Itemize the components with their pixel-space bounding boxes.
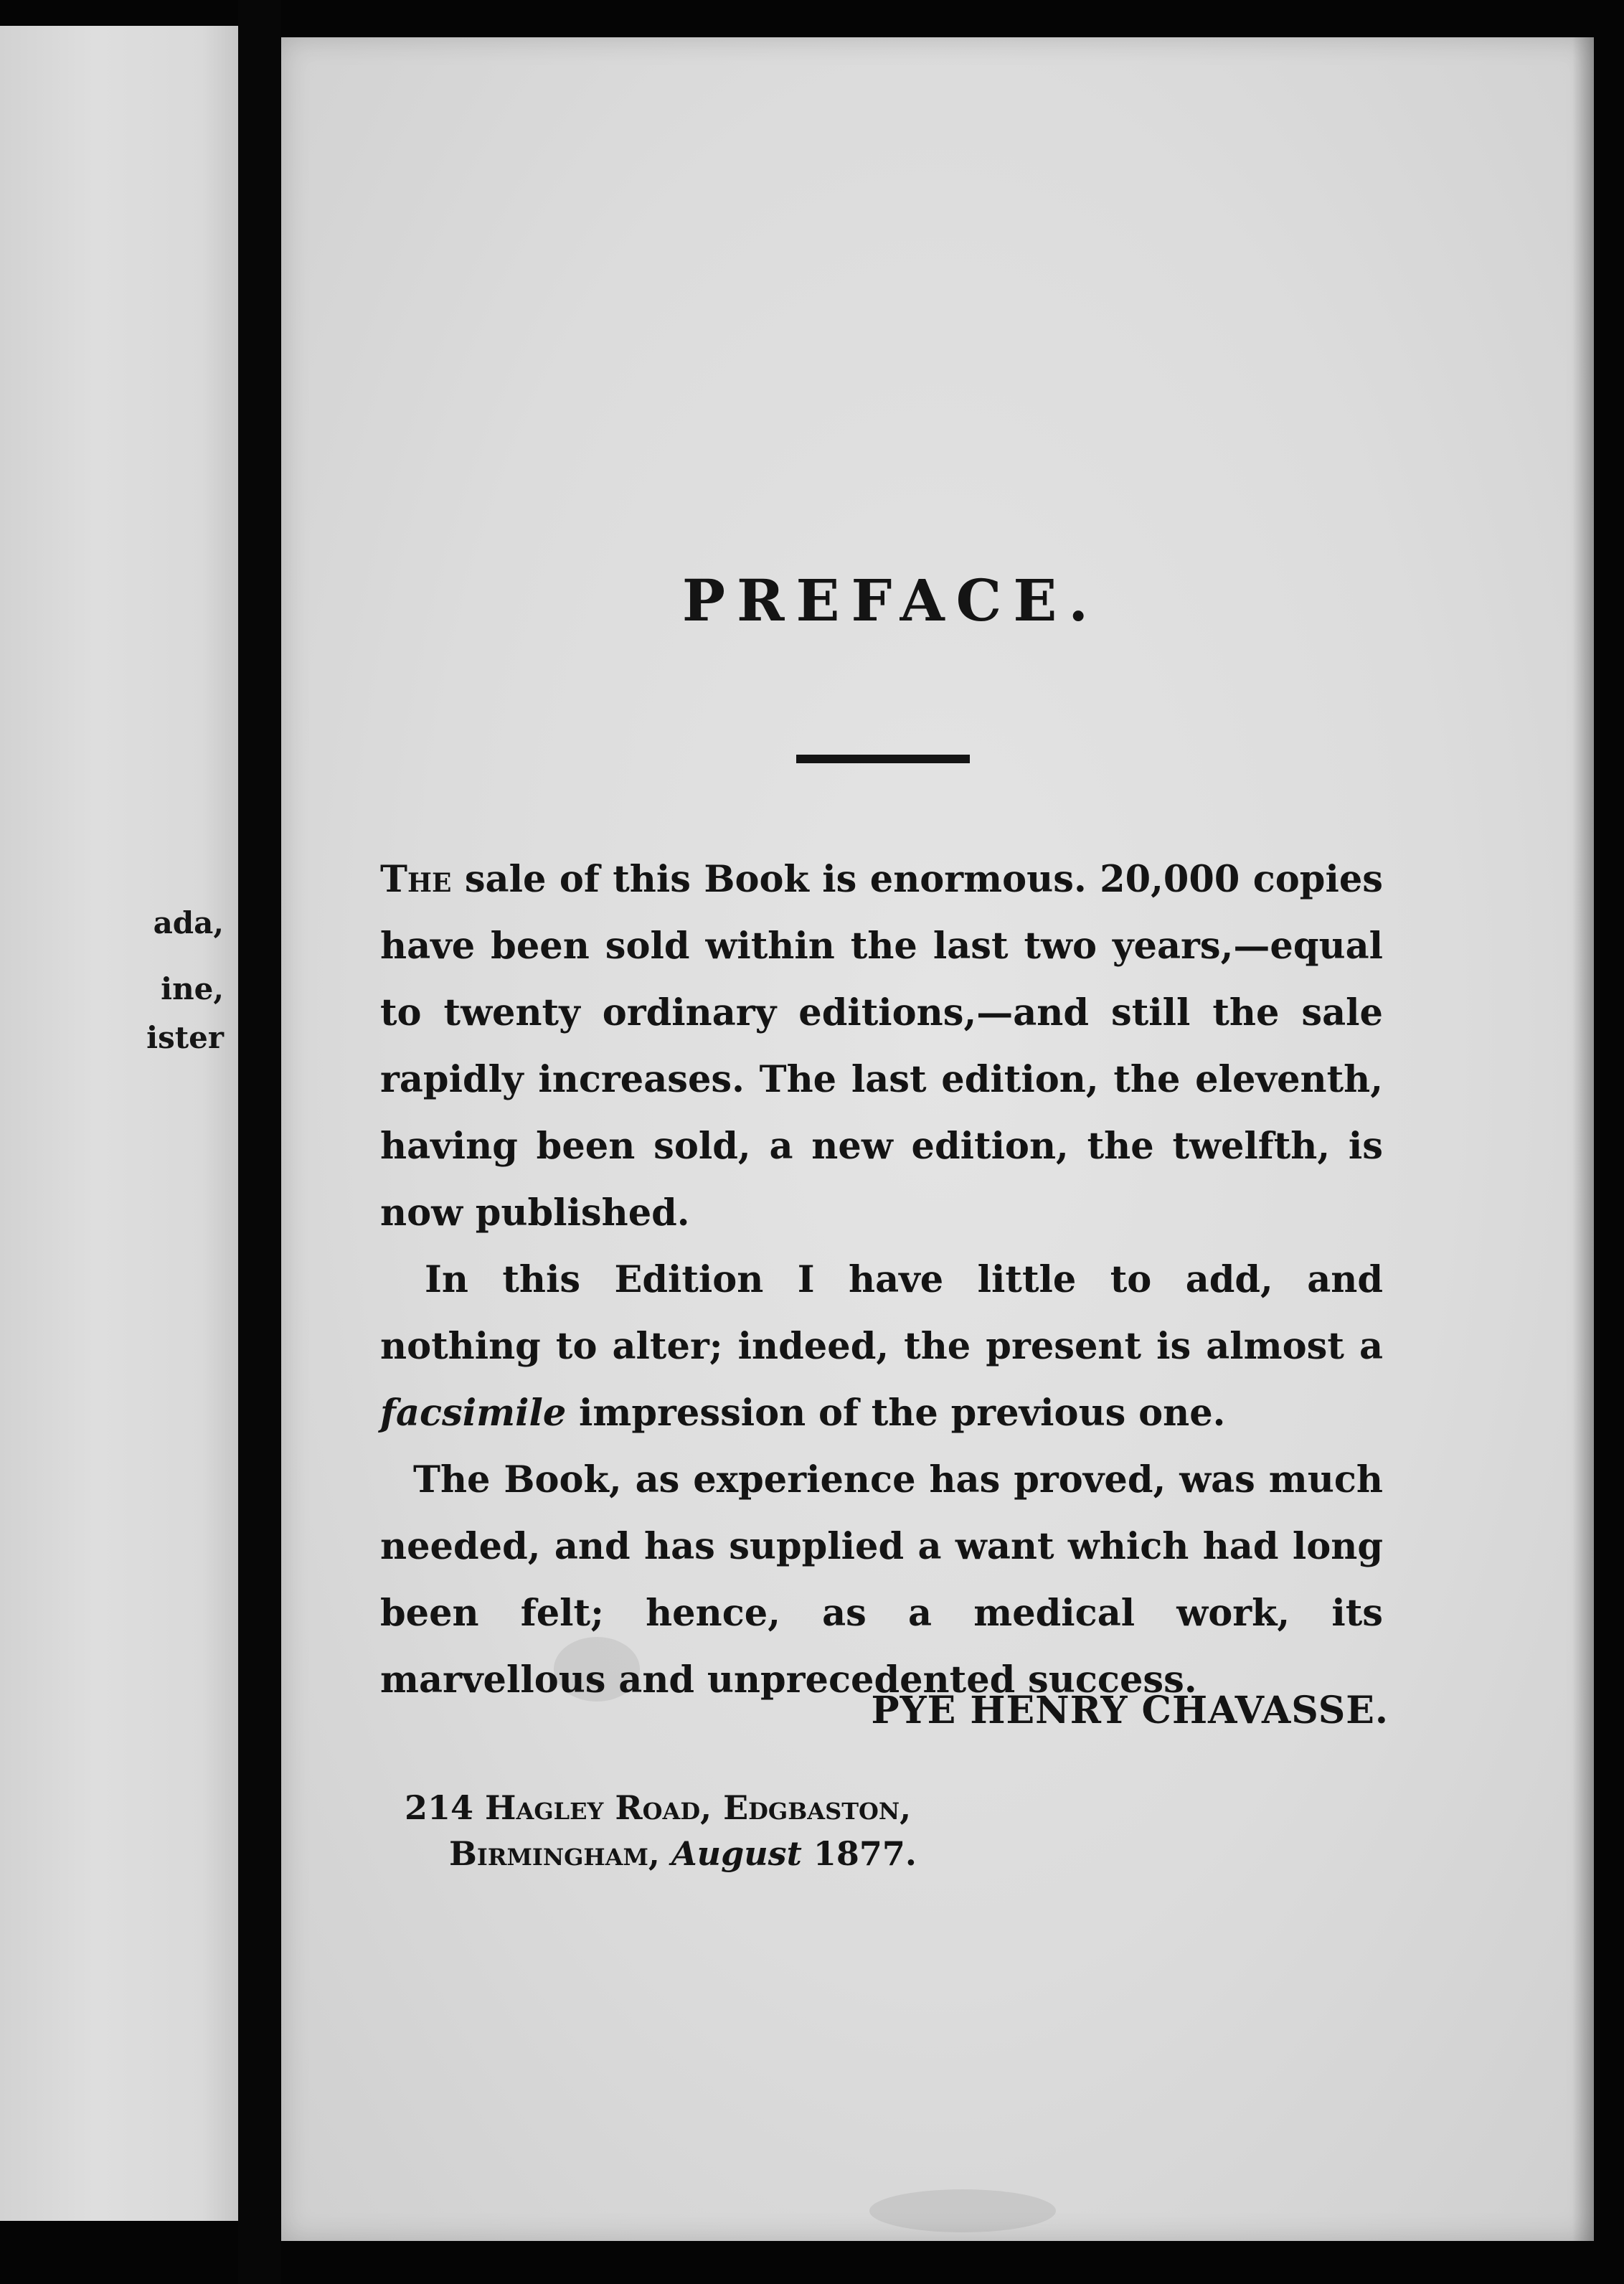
paragraph-lead-word: The xyxy=(380,858,452,901)
title-rule xyxy=(796,755,970,763)
author-signature: PYE HENRY CHAVASSE. xyxy=(871,1689,1389,1732)
italic-word: facsimile xyxy=(380,1392,567,1435)
address-place: Birmingham, xyxy=(449,1834,660,1873)
book-gutter xyxy=(238,0,281,2284)
preface-body xyxy=(380,846,1383,1714)
paragraph-2 xyxy=(380,1247,1383,1447)
address-line-2 xyxy=(405,1831,917,1877)
left-page-text-fragment: ada, xyxy=(153,905,224,940)
left-page-text-fragment: ine, xyxy=(161,971,224,1006)
page-title: PREFACE. xyxy=(681,567,1100,634)
address-month: August xyxy=(671,1834,802,1873)
paragraph-text: The Book, as experience has proved, was much needed, and has supplied a want which had long been felt; hence, as a medical work, its marvellous and unprecedented success. xyxy=(380,1458,1383,1702)
paragraph-text: sale of this Book is enormous. 20,000 copies have been sold within the last two years,—equal to twenty ordinary editions,—and still the sale rapidly increases. The last edition, the eleventh, having been sold, a new edition, the twelfth, is now published. xyxy=(380,858,1383,1235)
address-block xyxy=(405,1785,917,1877)
left-page-text-fragment: ister xyxy=(146,1020,224,1055)
paragraph-3 xyxy=(380,1447,1383,1714)
address-year: 1877. xyxy=(813,1834,917,1873)
paper-stain xyxy=(869,2189,1056,2232)
paragraph-text: In this Edition I have little to add, and nothing to alter; indeed, the present is almost a xyxy=(380,1258,1383,1368)
paragraph-1 xyxy=(380,846,1383,1247)
paragraph-text: impression of the previous one. xyxy=(566,1392,1226,1435)
address-line-1: 214 Hagley Road, Edgbaston, xyxy=(405,1788,912,1827)
left-page-fragment xyxy=(0,26,238,2221)
preface-page xyxy=(281,37,1594,2241)
